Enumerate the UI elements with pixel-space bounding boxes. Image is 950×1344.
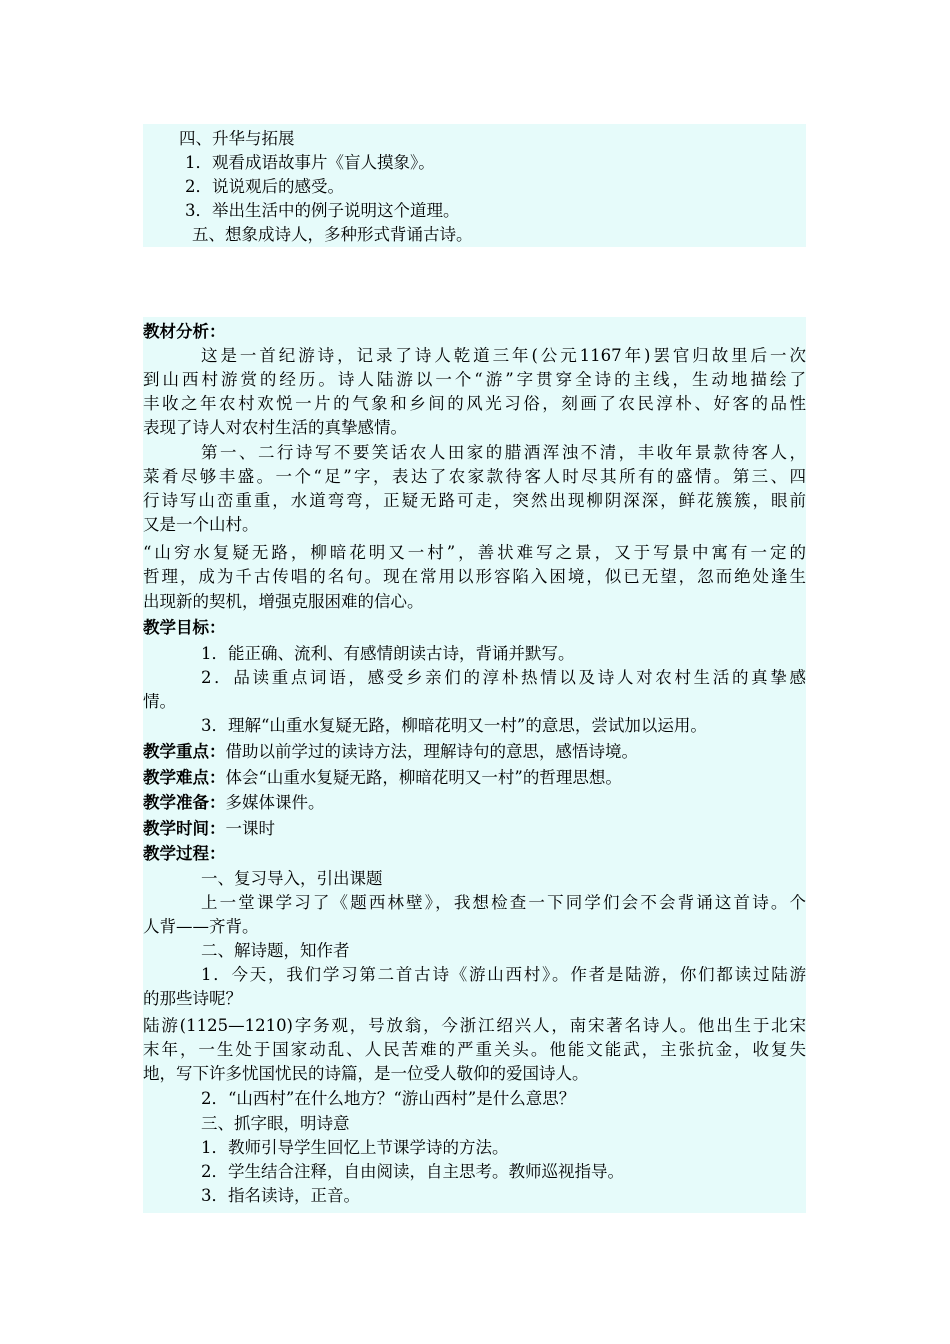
analysis-line: 到山西村游赏的经历。诗人陆游以一个“游”字贯穿全诗的主线，生动地描绘了 <box>143 370 806 389</box>
process-line: 2．“山西村”在什么地方？“游山西村”是什么意思？ <box>201 1089 576 1108</box>
process-label: 教学过程： <box>143 844 226 863</box>
analysis-line: 菜肴尽够丰盛。一个“足”字，表达了农家款待客人时尽其所有的盛情。第三、四 <box>143 467 806 486</box>
duration-row <box>143 817 806 841</box>
preparation-label: 教学准备： <box>143 793 226 812</box>
process-line: 三、抓字眼，明诗意 <box>201 1114 350 1133</box>
difficulty-row <box>143 766 806 790</box>
duration-text: 一课时 <box>225 819 275 838</box>
process-line: 末年，一生处于国家动乱、人民苦难的严重关头。他能文能武，主张抗金，收复失 <box>143 1040 806 1059</box>
process-line: 1．教师引导学生回忆上节课学诗的方法。 <box>201 1138 509 1157</box>
analysis-line: 出现新的契机，增强克服困难的信心。 <box>143 592 424 611</box>
process-line: 地，写下许多忧国忧民的诗篇，是一位受人敬仰的爱国诗人。 <box>143 1064 589 1083</box>
goals-label: 教学目标： <box>143 618 226 637</box>
section-four-heading: 四、升华与拓展 <box>179 129 295 148</box>
key-point-label: 教学重点： <box>143 742 226 761</box>
analysis-line: 这是一首纪游诗，记录了诗人乾道三年(公元1167年)罢官归故里后一次 <box>201 346 806 365</box>
goal-item: 2．品读重点词语，感受乡亲们的淳朴热情以及诗人对农村生活的真挚感 <box>201 668 806 687</box>
preparation-text: 多媒体课件。 <box>225 793 325 812</box>
difficulty-text: 体会“山重水复疑无路，柳暗花明又一村”的哲理思想。 <box>225 768 622 787</box>
duration-label: 教学时间： <box>143 819 226 838</box>
section-five-heading: 五、想象成诗人，多种形式背诵古诗。 <box>192 225 473 244</box>
process-line: 3．指名读诗，正音。 <box>201 1186 360 1205</box>
analysis-line: 又是一个山村。 <box>143 515 259 534</box>
process-line: 1．今天，我们学习第二首古诗《游山西村》。作者是陆游，你们都读过陆游 <box>201 965 806 984</box>
process-line: 一、复习导入，引出课题 <box>201 869 383 888</box>
section-four-block <box>143 124 806 247</box>
analysis-line: 第一、二行诗写不要笑话农人田家的腊酒浑浊不清，丰收年景款待客人， <box>201 443 806 462</box>
goal-item: 1．能正确、流利、有感情朗读古诗，背诵并默写。 <box>201 644 575 663</box>
preparation-row <box>143 791 806 815</box>
analysis-line: 丰收之年农村欢悦一片的气象和乡间的风光习俗，刻画了农民淳朴、好客的品性 <box>143 394 806 413</box>
lesson-plan-block <box>143 317 806 1213</box>
process-line: 人背——齐背。 <box>143 917 259 936</box>
process-line: 上一堂课学习了《题西林壁》，我想检查一下同学们会不会背诵这首诗。个 <box>201 893 806 912</box>
analysis-label: 教材分析： <box>143 322 226 341</box>
difficulty-label: 教学难点： <box>143 768 226 787</box>
process-line: 的那些诗呢？ <box>143 989 242 1008</box>
list-item: 2．说说观后的感受。 <box>185 177 344 196</box>
analysis-line: 哲理，成为千古传唱的名句。现在常用以形容陷入困境，似已无望，忽而绝处逢生 <box>143 567 806 586</box>
process-line: 二、解诗题，知作者 <box>201 941 350 960</box>
process-line: 2．学生结合注释，自由阅读，自主思考。教师巡视指导。 <box>201 1162 624 1181</box>
analysis-line: 表现了诗人对农村生活的真挚感情。 <box>143 418 407 437</box>
key-point-text: 借助以前学过的读诗方法，理解诗句的意思，感悟诗境。 <box>225 742 638 761</box>
list-item: 3．举出生活中的例子说明这个道理。 <box>185 201 460 220</box>
key-point-row <box>143 740 806 764</box>
analysis-line: “山穷水复疑无路，柳暗花明又一村”，善状难写之景，又于写景中寓有一定的 <box>143 543 806 562</box>
goal-item: 3．理解“山重水复疑无路，柳暗花明又一村”的意思，尝试加以运用。 <box>201 716 707 735</box>
list-item: 1．观看成语故事片《盲人摸象》。 <box>185 153 435 172</box>
process-line: 陆游(1125—1210)字务观，号放翁，今浙江绍兴人，南宋著名诗人。他出生于北宋 <box>143 1016 806 1035</box>
analysis-line: 行诗写山峦重重，水道弯弯，正疑无路可走，突然出现柳阴深深，鲜花簇簇，眼前 <box>143 491 806 510</box>
goal-item: 情。 <box>143 692 176 711</box>
